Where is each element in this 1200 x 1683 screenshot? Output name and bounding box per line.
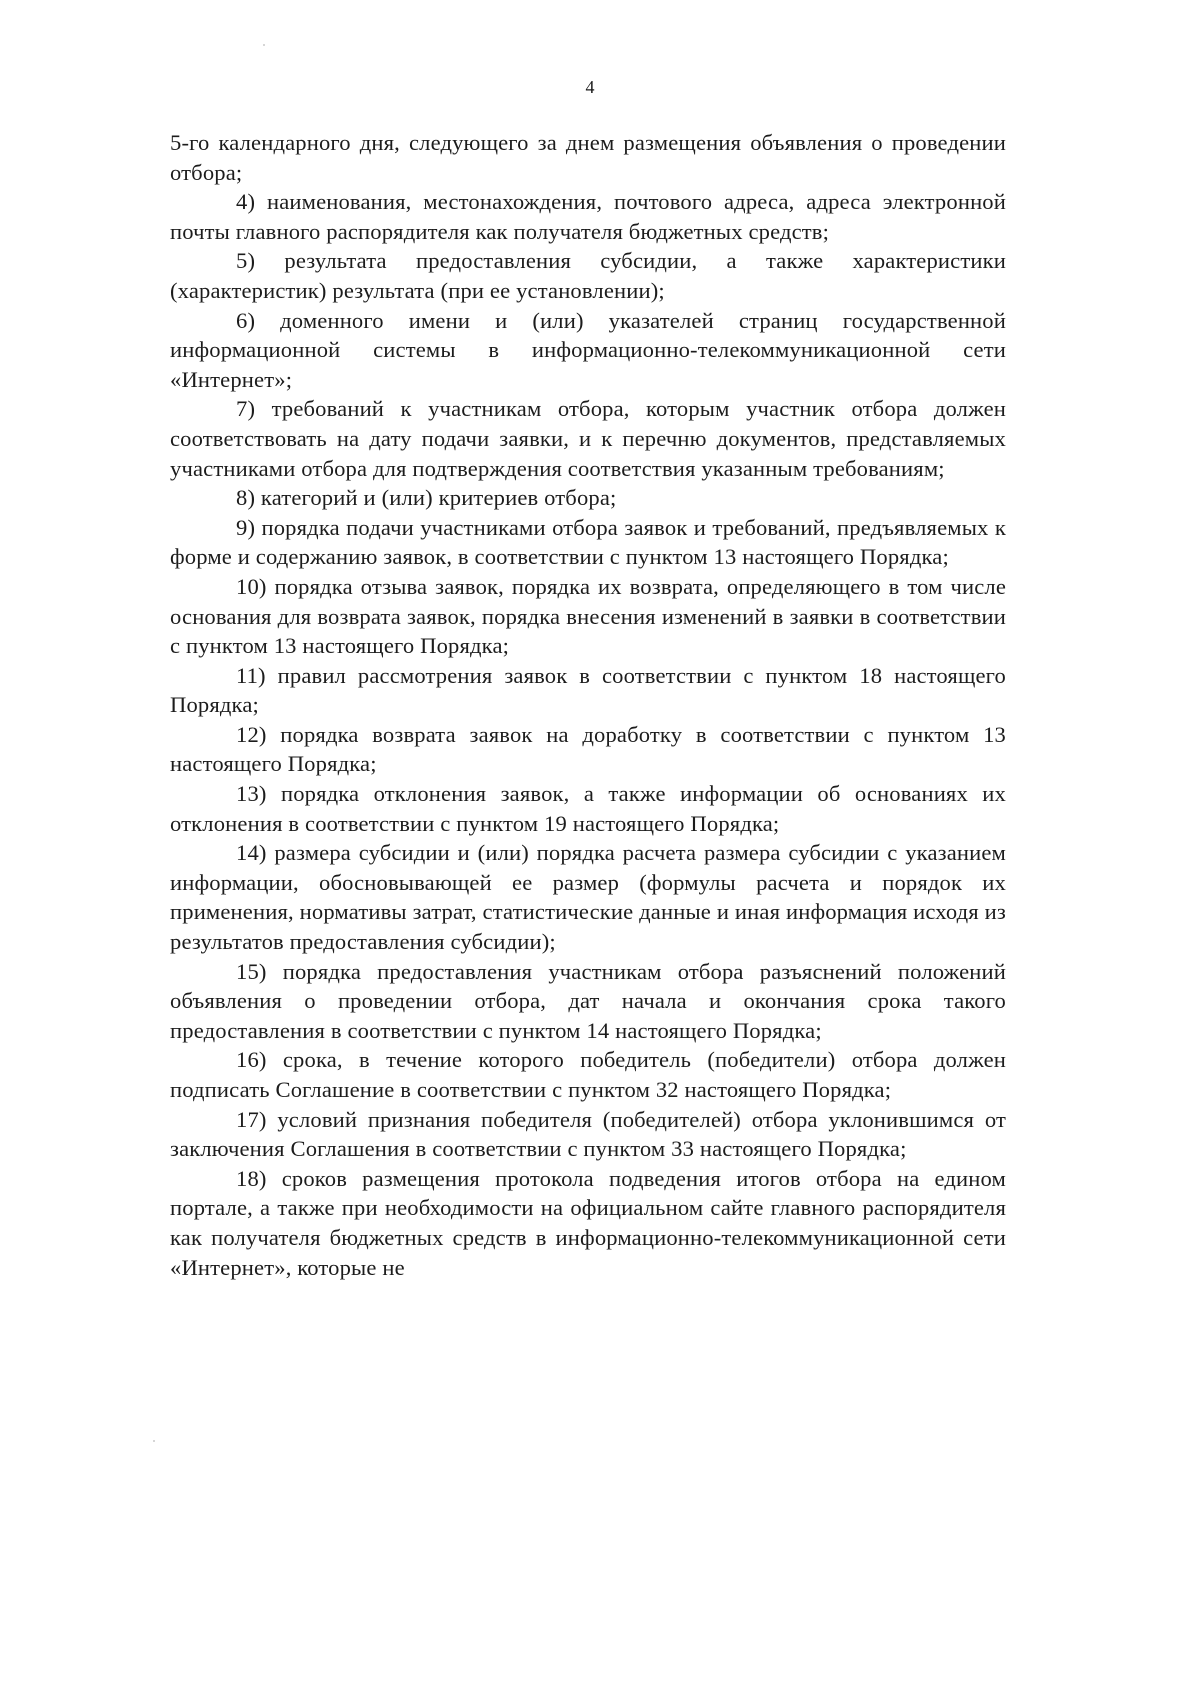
list-item-8: 8) категорий и (или) критериев отбора; [236,485,617,511]
list-item-11: 11) правил рассмотрения заявок в соответствии с пунктом 18 настоящего Порядка; [170,662,1006,718]
document-body [170,128,1006,1282]
list-item-4: 4) наименования, местонахождения, почтового адреса, адреса электронной почты главного распорядителя как получателя бюджетных средств; [170,189,1006,244]
list-item-6: 6) доменного имени и (или) указателей страниц государственной информационной системы в информационно-телекоммуникационной сети «Интернет»; [170,307,1006,392]
list-item-7: 7) требований к участникам отбора, которым участник отбора должен соответствовать на дату подачи заявки, и к перечню документов, представляемых участниками отбора для подтверждения соответствия указанным требованиям; [170,396,1006,481]
list-item-10: 10) порядка отзыва заявок, порядка их возврата, определяющего в том числе основания для возврата заявок, порядка внесения изменений в заявки в соответствии с пунктом 13 настоящего Порядка; [170,573,1006,659]
list-item-16: 16) срока, в течение которого победитель (победители) отбора должен подписать Соглашение в соответствии с пунктом 32 настоящего Порядка; [170,1047,1006,1102]
page-number: 4 [585,77,595,97]
list-item-14: 14) размера субсидии и (или) порядка расчета размера субсидии с указанием информации, обосновывающей ее размер (формулы расчета и порядок их применения, нормативы затрат, статистические данные и иная информация исходя из результатов предоставления субсидии); [170,840,1006,955]
list-item-9: 9) порядка подачи участниками отбора заявок и требований, предъявляемых к форме и содержанию заявок, в соответствии с пунктом 13 настоящего Порядка; [170,514,1006,570]
paragraph-continuation: 5-го календарного дня, следующего за днем размещения объявления о проведении отбора; [170,130,1006,185]
list-item-15: 15) порядка предоставления участникам отбора разъяснений положений объявления о проведении отбора, дат начала и окончания срока такого предоставления в соответствии с пунктом 14 настоящего Порядка; [170,958,1006,1043]
list-item-17: 17) условий признания победителя (победителей) отбора уклонившимся от заключения Соглашения в соответствии с пунктом 33 настоящего Порядка; [170,1106,1006,1162]
list-item-12: 12) порядка возврата заявок на доработку в соответствии с пунктом 13 настоящего Порядка; [170,721,1006,777]
list-item-13: 13) порядка отклонения заявок, а также информации об основаниях их отклонения в соответствии с пунктом 19 настоящего Порядка; [170,781,1006,836]
list-item-5: 5) результата предоставления субсидии, а также характеристики (характеристик) результата (при ее установлении); [170,248,1006,303]
scan-speck [153,1440,155,1442]
list-item-18: 18) сроков размещения протокола подведения итогов отбора на едином портале, а также при необходимости на официальном сайте главного распорядителя как получателя бюджетных средств в информационно-телекоммуникационной сети «Интернет», которые не [170,1165,1006,1280]
scan-speck [263,44,265,46]
